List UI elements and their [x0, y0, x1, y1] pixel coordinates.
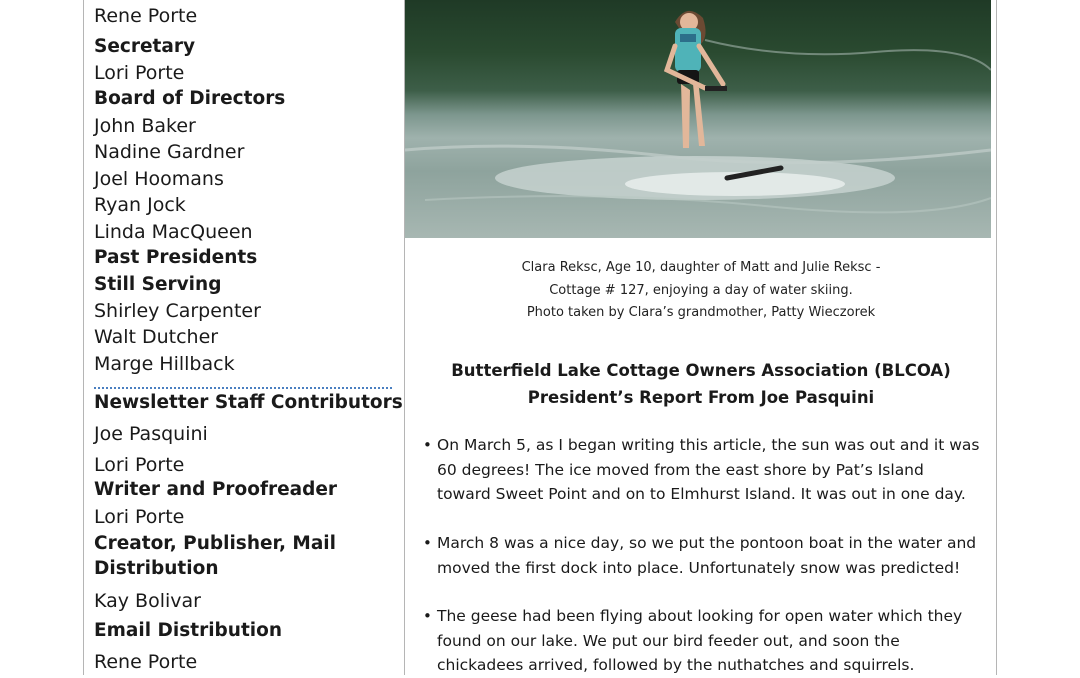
- sidebar-entry: Linda MacQueen: [94, 221, 253, 243]
- bullet-line: found on our lake. We put our bird feeder out, and soon the: [437, 631, 900, 650]
- sidebar-heading: Still Serving: [94, 274, 222, 295]
- report-title-line-2: President’s Report From Joe Pasquini: [527, 388, 875, 407]
- bullet-line: On March 5, as I began writing this article, the sun was out and it was: [437, 436, 980, 454]
- sidebar-entry: Shirley Carpenter: [94, 300, 261, 322]
- report-bullet: [423, 604, 989, 678]
- sidebar-entry: Rene Porte: [94, 651, 198, 673]
- photo-illustration: [405, 0, 991, 238]
- sidebar-heading: Secretary: [94, 36, 196, 57]
- sidebar-heading: Writer and Proofreader: [94, 479, 338, 500]
- sidebar-heading: Distribution: [94, 558, 219, 579]
- sidebar-heading: Past Presidents: [94, 247, 258, 268]
- bullet-line: 60 degrees! The ice moved from the east shore by Pat’s Island: [437, 460, 924, 479]
- sidebar-entry: John Baker: [94, 115, 196, 137]
- bullet-line: The geese had been flying about looking for open water which they: [437, 607, 963, 625]
- water-skiing-photo: [405, 0, 991, 238]
- photo-caption-line-2: Cottage # 127, enjoying a day of water skiing.: [549, 283, 853, 298]
- sidebar-entry: Lori Porte: [94, 506, 185, 528]
- bullet-dot-icon: •: [423, 607, 432, 625]
- photo-caption-line-1: Clara Reksc, Age 10, daughter of Matt and Julie Reksc -: [521, 260, 881, 275]
- sidebar-entry: Walt Dutcher: [94, 326, 219, 348]
- bullet-line: toward Sweet Point and on to Elmhurst Island. It was out in one day.: [437, 485, 966, 503]
- sidebar-heading: Email Distribution: [94, 620, 283, 641]
- bullet-dot-icon: •: [423, 534, 432, 552]
- sidebar-entry: Lori Porte: [94, 454, 185, 476]
- bullet-line: moved the first dock into place. Unfortunately snow was predicted!: [437, 558, 961, 577]
- sidebar-entry: Joe Pasquini: [94, 423, 208, 445]
- officers-sidebar: [83, 0, 405, 675]
- sidebar-heading: Creator, Publisher, Mail: [94, 533, 336, 554]
- bullet-dot-icon: •: [423, 436, 432, 454]
- dotted-divider: [94, 387, 392, 389]
- report-title-line-1: Butterfield Lake Cottage Owners Association (BLCOA): [451, 361, 951, 380]
- report-bullet: [423, 433, 989, 507]
- sidebar-entry: Rene Porte: [94, 5, 198, 27]
- sidebar-entry: Ryan Jock: [94, 194, 186, 216]
- bullet-line: March 8 was a nice day, so we put the pontoon boat in the water and: [437, 534, 977, 552]
- sidebar-entry: Nadine Gardner: [94, 141, 245, 163]
- sidebar-heading: Newsletter Staff Contributors: [94, 392, 403, 413]
- sidebar-heading: Board of Directors: [94, 88, 286, 109]
- sidebar-entry: Joel Hoomans: [94, 168, 224, 190]
- bullet-line: chickadees arrived, followed by the nuthatches and squirrels.: [437, 656, 915, 674]
- sidebar-entry: Lori Porte: [94, 62, 185, 84]
- report-bullet: [423, 531, 989, 580]
- photo-caption-line-3: Photo taken by Clara’s grandmother, Patty Wieczorek: [526, 305, 876, 320]
- sidebar-entry: Kay Bolivar: [94, 590, 201, 612]
- sidebar-entry: Marge Hillback: [94, 353, 235, 375]
- main-column: [405, 0, 997, 675]
